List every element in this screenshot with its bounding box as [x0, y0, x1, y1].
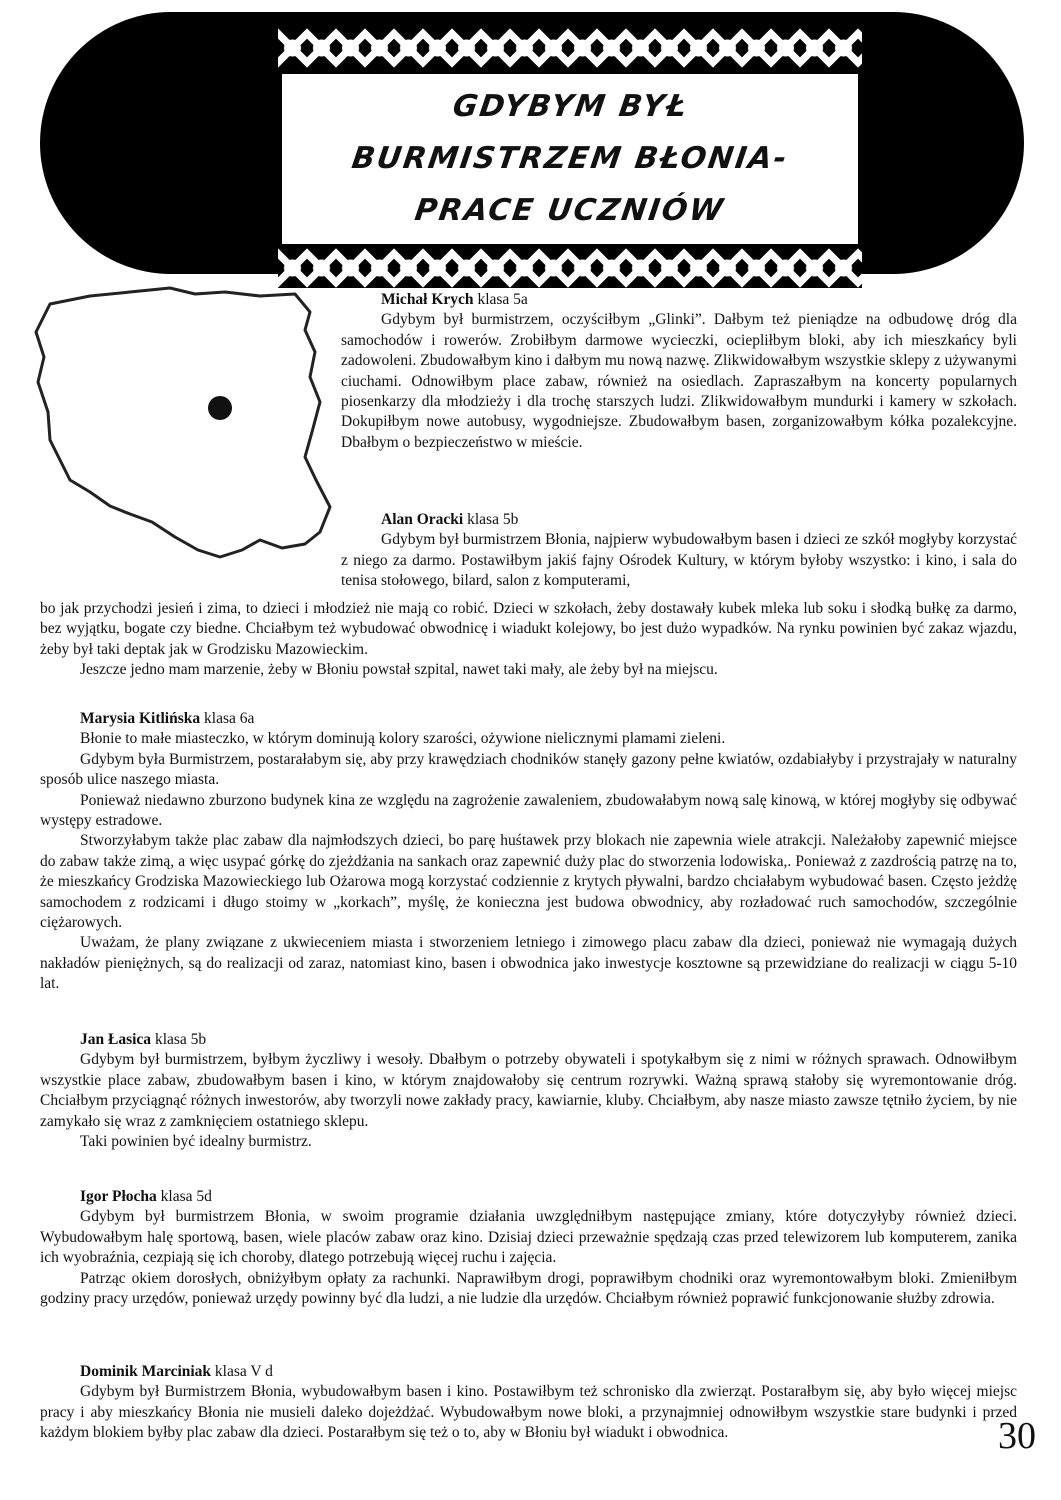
entry-igor-plocha	[40, 1187, 1017, 1309]
paragraph: Gdybym był Burmistrzem Błonia, wybudowałbym basen i kino. Postawiłbym też schronisko dla zwierząt. Postarałbym się, aby było więcej miejsc pracy i aby mieszkańcy Błonia nie musieli daleko dojeżdżać. Wybudowałbym nowe bloki, a przynajmniej odnowiłbym wszystkie stare budynki i przed każdym blokiem byłby plac zabaw dla dzieci. Postarałbym się też o to, aby w Błoniu był wiadukt i obwodnica.	[40, 1383, 1017, 1442]
title-line-3: PRACE UCZNIÓW	[412, 193, 728, 228]
page-number: 30	[998, 1415, 1036, 1457]
class-label: klasa 5d	[160, 1188, 212, 1205]
class-label: klasa 5b	[467, 511, 519, 528]
paragraph: Stworzyłabym także plac zabaw dla najmłodszych dzieci, bo parę huśtawek przy blokach nie zapewnia wiele atrakcji. Należałoby zapewnić miejsce do zabaw także zimą, a więc usypać górkę do zjeżdżania na sankach oraz zapewnić duży plac do stworzenia lodowiska,. Ponieważ z zazdrością patrzę na to, że mieszkańcy Grodziska Mazowieckiego lub Ożarowa mogą korzystać codziennie z krytych pływalni, bardzo chciałabym wybudować basen. Często jeżdżę samochodem z rodzicami i długo stoimy w „korkach”, myślę, że konieczna jest budowa obwodnicy, aby rozładować ruch samochodów, szczególnie ciężarowych.	[40, 832, 1017, 932]
entry-heading	[341, 510, 1017, 530]
paragraph: Ponieważ niedawno zburzono budynek kina ze względu na zagrożenie zawaleniem, zbudowałabym nową salę kinową, w której mogłyby się odbywać występy estradowe.	[40, 791, 1017, 830]
decorative-pattern-bottom	[278, 248, 862, 288]
paragraph: Gdybym był burmistrzem, oczyściłbym „Glinki”. Dałbym też pieniądze na odbudowę dróg dla samochodów i rowerów. Zrobiłbym darmowe wycieczki, ociepliłbym bloki, aby ich mieszkańcy byli zadowoleni. Zbudowałbym kino i dałbym mu nową nazwę. Zlikwidowałbym wszystkie sklepy z używanymi ciuchami. Odnowiłbym place zabaw, również na osiedlach. Zapraszałbym na koncerty popularnych piosenkarzy dla młodzieży i dla trochę starszych ludzi. Zlikwidowałbym mundurki i kamery w szkołach. Dokupiłbym nowe autobusy, wygodniejsze. Zbudowałbym basen, zorganizowałbym kółka pozalekcyjne. Dbałbym o bezpieczeństwo w mieście.	[341, 311, 1017, 451]
decorative-pattern-top	[278, 28, 862, 68]
title-banner	[40, 12, 1024, 274]
paragraph: Uważam, że plany związane z ukwieceniem miasta i stworzeniem letniego i zimowego placu zabaw dla dzieci, ponieważ nie wymagają dużych nakładów pieniężnych, są do realizacji od zaraz, natomiast kino, basen i obwodnica jako inwestycje kosztowne są przewidziane do realizacji w ciągu 5-10 lat.	[40, 934, 1017, 993]
entry-dominik-marciniak	[40, 1362, 1017, 1444]
author-name: Dominik Marciniak	[80, 1363, 212, 1380]
paragraph: Patrząc okiem dorosłych, obniżyłbym opłaty za rachunki. Naprawiłbym drogi, poprawiłbym chodniki oraz wyremontowałbym bloki. Zmieniłbym godziny pracy urzędów, ponieważ urzędy powinny być dla ludzi, a nie ludzie dla urzędów. Chciałbym również poprawić funkcjonowanie służby zdrowia.	[40, 1269, 1017, 1308]
entry-heading	[341, 290, 1017, 310]
title-box	[280, 72, 860, 246]
paragraph: Gdybym był burmistrzem Błonia, najpierw wybudowałbym basen i dzieci ze szkół mogłyby korzystać z niego za darmo. Postawiłbym jakiś fajny Ośrodek Kultury, w którym byłoby wszystko: i kino, i sala do tenisa stołowego, bilard, salon z komputerami,	[341, 531, 1017, 590]
entry-marysia-kitlinska	[40, 709, 1017, 995]
entry-heading	[40, 1362, 1017, 1382]
author-name: Jan Łasica	[80, 1031, 152, 1048]
poland-outline	[36, 288, 330, 557]
paragraph: Błonie to małe miasteczko, w którym dominują kolory szarości, ożywione nielicznymi plamami zieleni.	[80, 730, 726, 748]
paragraph: Gdybym była Burmistrzem, postarałabym się, aby przy krawędziach chodników stanęły gazony pełne kwiatów, ozdabiałyby i przystrajały w naturalny sposób ulice naszego miasta.	[40, 750, 1017, 789]
entry-jan-lasica	[40, 1030, 1017, 1152]
entry-heading	[40, 1030, 1017, 1050]
class-label: klasa 6a	[204, 710, 255, 727]
title-line-1: GDYBYM BYŁ	[450, 89, 690, 124]
author-name: Michał Krych	[381, 291, 474, 308]
author-name: Alan Oracki	[381, 511, 464, 528]
paragraph: Gdybym był burmistrzem, byłbym życzliwy i wesoły. Dbałbym o potrzeby obywateli i spotykałbym się z nimi w różnych sprawach. Odnowiłbym wszystkie place zabaw, zbudowałbym basen i kino, w którym znajdowałoby się centrum rozrywki. Ważną sprawą stałoby się wyremontowanie dróg. Chciałbym przyciągnąć różnych inwestorów, aby tworzyli nowe zakłady pracy, kawiarnie, kluby. Chciałbym, aby nasze miasto zawsze tętniło życiem, by nie zamykało się wraz z zamknięciem ostatniego sklepu.	[40, 1051, 1017, 1130]
class-label: klasa V d	[214, 1363, 273, 1380]
author-name: Igor Płocha	[80, 1188, 157, 1205]
entry-heading	[40, 1187, 1017, 1207]
author-name: Marysia Kitlińska	[80, 710, 201, 727]
paragraph: Jeszcze jedno mam marzenie, żeby w Błoniu powstał szpital, nawet taki mały, ale żeby był na miejscu.	[80, 661, 718, 679]
title-line-2: BURMISTRZEM BŁONIA-	[349, 141, 791, 176]
class-label: klasa 5a	[477, 291, 528, 308]
entry-heading	[40, 709, 1017, 729]
poland-map-illustration	[20, 282, 338, 574]
entry-alan-oracki-continued	[40, 599, 1017, 681]
paragraph: Gdybym był burmistrzem Błonia, w swoim programie działania uwzględniłbym następujące zmiany, które dotyczyłyby również dzieci. Wybudowałbym halę sportową, basen, wiele placów zabaw oraz kino. Dzisiaj dzieci przeważnie spędzają czas przed telewizorem lub komputerem, zanika ich wyobraźnia, cezpiają się ich choroby, dlatego potrzebują więcej ruchu i zajęcia.	[40, 1208, 1017, 1267]
entry-michal-krych	[341, 290, 1017, 453]
paragraph: Taki powinien być idealny burmistrz.	[80, 1133, 312, 1151]
entry-alan-oracki-top	[341, 510, 1017, 592]
location-marker	[208, 396, 232, 420]
paragraph: bo jak przychodzi jesień i zima, to dzieci i młodzież nie mają co robić. Dzieci w szkołach, żeby dostawały kubek mleka lub soku i słodką bułkę za darmo, bez wyjątku, bogate czy biedne. Chciałbym też wybudować obwodnicę i wiadukt kolejowy, bo jest dużo wypadków. Na rynku powinien być zakaz wjazdu, żeby był taki deptak jak w Grodzisku Mazowieckim.	[40, 600, 1017, 658]
class-label: klasa 5b	[154, 1031, 207, 1048]
